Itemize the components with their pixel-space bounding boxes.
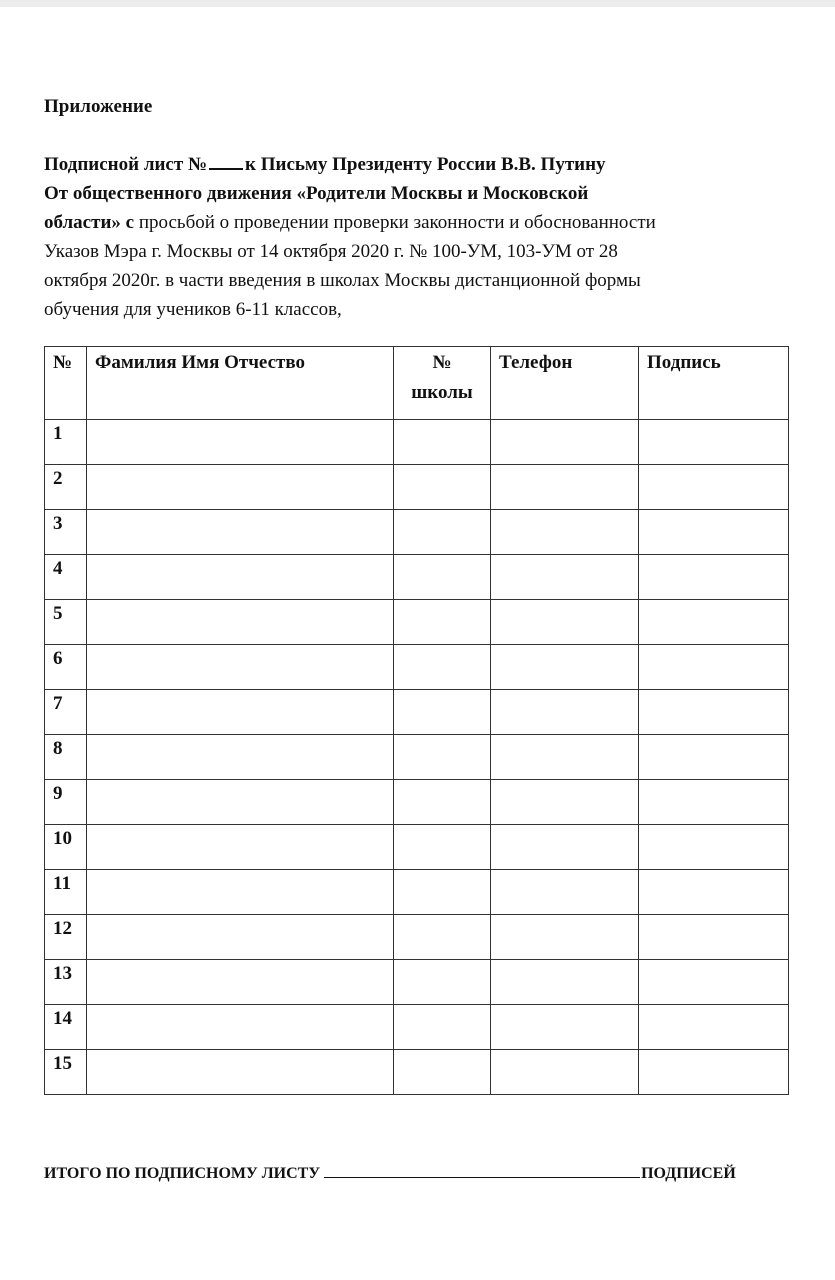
table-row: [45, 1005, 789, 1050]
heading-line-1-part-1: Подписной лист №: [44, 154, 208, 175]
row-number: 6: [53, 648, 63, 669]
signature-cell[interactable]: [639, 510, 789, 555]
phone-cell[interactable]: [491, 870, 639, 915]
row-number-cell: [45, 600, 87, 645]
row-number: 15: [53, 1053, 72, 1074]
phone-cell[interactable]: [491, 780, 639, 825]
row-number: 14: [53, 1008, 72, 1029]
header-school-line-2: школы: [411, 382, 473, 403]
school-cell[interactable]: [394, 510, 491, 555]
table-row: [45, 915, 789, 960]
row-number: 13: [53, 963, 72, 984]
signature-cell[interactable]: [639, 780, 789, 825]
school-cell[interactable]: [394, 825, 491, 870]
phone-cell[interactable]: [491, 690, 639, 735]
row-number-cell: [45, 420, 87, 465]
full-name-cell[interactable]: [87, 1005, 394, 1050]
row-number: 5: [53, 603, 63, 624]
total-suffix: ПОДПИСЕЙ: [641, 1165, 736, 1182]
row-number-cell: [45, 960, 87, 1005]
full-name-cell[interactable]: [87, 1050, 394, 1095]
row-number-cell: [45, 870, 87, 915]
header-full-name-text: Фамилия Имя Отчество: [95, 352, 305, 373]
total-line: [44, 1163, 736, 1184]
signature-cell[interactable]: [639, 1050, 789, 1095]
row-number: 8: [53, 738, 63, 759]
row-number: 1: [53, 423, 63, 444]
appendix-label: Приложение: [44, 96, 153, 117]
signature-cell[interactable]: [639, 870, 789, 915]
table-row: [45, 600, 789, 645]
phone-cell[interactable]: [491, 510, 639, 555]
phone-cell[interactable]: [491, 1005, 639, 1050]
row-number-cell: [45, 555, 87, 600]
phone-cell[interactable]: [491, 465, 639, 510]
school-cell[interactable]: [394, 1050, 491, 1095]
full-name-cell[interactable]: [87, 825, 394, 870]
full-name-cell[interactable]: [87, 960, 394, 1005]
sheet-number-blank[interactable]: [209, 152, 243, 170]
signature-cell[interactable]: [639, 465, 789, 510]
full-name-cell[interactable]: [87, 420, 394, 465]
signature-cell[interactable]: [639, 960, 789, 1005]
full-name-cell[interactable]: [87, 690, 394, 735]
row-number-cell: [45, 780, 87, 825]
phone-cell[interactable]: [491, 1050, 639, 1095]
signature-cell[interactable]: [639, 645, 789, 690]
signature-cell[interactable]: [639, 600, 789, 645]
table-row: [45, 870, 789, 915]
heading-line-3-regular: просьбой о проведении проверки законности и обоснованности: [134, 212, 656, 233]
table-row: [45, 1050, 789, 1095]
row-number-cell: [45, 690, 87, 735]
phone-cell[interactable]: [491, 645, 639, 690]
header-school-line-1: №: [432, 352, 452, 373]
heading-line-1-part-2: к Письму Президенту России В.В. Путину: [245, 154, 606, 175]
phone-cell[interactable]: [491, 600, 639, 645]
row-number: 4: [53, 558, 63, 579]
full-name-cell[interactable]: [87, 870, 394, 915]
full-name-cell[interactable]: [87, 510, 394, 555]
heading-line-5: октября 2020г. в части введения в школах Москвы дистанционной формы: [44, 270, 641, 291]
table-row: [45, 780, 789, 825]
row-number: 11: [53, 873, 71, 894]
school-cell[interactable]: [394, 420, 491, 465]
header-signature: [639, 347, 789, 420]
full-name-cell[interactable]: [87, 735, 394, 780]
top-edge-bar: [0, 0, 835, 7]
full-name-cell[interactable]: [87, 915, 394, 960]
header-school: [394, 347, 491, 420]
signature-cell[interactable]: [639, 690, 789, 735]
phone-cell[interactable]: [491, 960, 639, 1005]
school-cell[interactable]: [394, 690, 491, 735]
school-cell[interactable]: [394, 1005, 491, 1050]
heading-line-2-text: От общественного движения «Родители Москвы и Московской: [44, 183, 589, 204]
signature-cell[interactable]: [639, 735, 789, 780]
phone-cell[interactable]: [491, 825, 639, 870]
school-cell[interactable]: [394, 555, 491, 600]
row-number-cell: [45, 510, 87, 555]
school-cell[interactable]: [394, 735, 491, 780]
row-number-cell: [45, 825, 87, 870]
school-cell[interactable]: [394, 870, 491, 915]
header-signature-text: Подпись: [647, 352, 721, 373]
header-phone: [491, 347, 639, 420]
row-number-cell: [45, 1050, 87, 1095]
table-row: [45, 555, 789, 600]
row-number-cell: [45, 915, 87, 960]
heading-line-4: Указов Мэра г. Москвы от 14 октября 2020 г. № 100-УМ, 103-УМ от 28: [44, 241, 618, 262]
row-number-cell: [45, 465, 87, 510]
heading-line-6: обучения для учеников 6-11 классов,: [44, 299, 342, 320]
full-name-cell[interactable]: [87, 600, 394, 645]
table-row: [45, 465, 789, 510]
heading-line-3-bold: области» с: [44, 212, 135, 233]
signature-cell[interactable]: [639, 825, 789, 870]
row-number-cell: [45, 1005, 87, 1050]
heading-line-1: [44, 150, 784, 179]
phone-cell[interactable]: [491, 555, 639, 600]
row-number-cell: [45, 735, 87, 780]
row-number: 12: [53, 918, 72, 939]
table-header-row: [45, 347, 789, 420]
table-row: [45, 825, 789, 870]
signature-cell[interactable]: [639, 915, 789, 960]
phone-cell[interactable]: [491, 735, 639, 780]
signature-cell[interactable]: [639, 555, 789, 600]
phone-cell[interactable]: [491, 420, 639, 465]
school-cell[interactable]: [394, 645, 491, 690]
school-cell[interactable]: [394, 600, 491, 645]
heading-line-3: [44, 208, 784, 237]
header-full-name: [87, 347, 394, 420]
table-row: [45, 420, 789, 465]
row-number-cell: [45, 645, 87, 690]
row-number: 7: [53, 693, 63, 714]
header-number-text: №: [53, 352, 73, 373]
header-number: [45, 347, 87, 420]
heading-line-2: [44, 179, 784, 208]
full-name-cell[interactable]: [87, 465, 394, 510]
school-cell[interactable]: [394, 915, 491, 960]
row-number: 9: [53, 783, 63, 804]
table-body: [45, 420, 789, 1095]
total-count-blank[interactable]: [324, 1163, 640, 1178]
signature-cell[interactable]: [639, 420, 789, 465]
full-name-cell[interactable]: [87, 555, 394, 600]
table-row: [45, 510, 789, 555]
school-cell[interactable]: [394, 780, 491, 825]
table-row: [45, 690, 789, 735]
school-cell[interactable]: [394, 960, 491, 1005]
school-cell[interactable]: [394, 465, 491, 510]
row-number: 3: [53, 513, 63, 534]
row-number: 2: [53, 468, 63, 489]
header-phone-text: Телефон: [499, 352, 573, 373]
full-name-cell[interactable]: [87, 780, 394, 825]
full-name-cell[interactable]: [87, 645, 394, 690]
table-row: [45, 735, 789, 780]
row-number: 10: [53, 828, 72, 849]
table-row: [45, 645, 789, 690]
signature-cell[interactable]: [639, 1005, 789, 1050]
table-row: [45, 960, 789, 1005]
document-heading: [44, 150, 784, 324]
phone-cell[interactable]: [491, 915, 639, 960]
total-prefix: ИТОГО ПО ПОДПИСНОМУ ЛИСТУ: [44, 1165, 321, 1182]
signature-table: [44, 346, 789, 1095]
